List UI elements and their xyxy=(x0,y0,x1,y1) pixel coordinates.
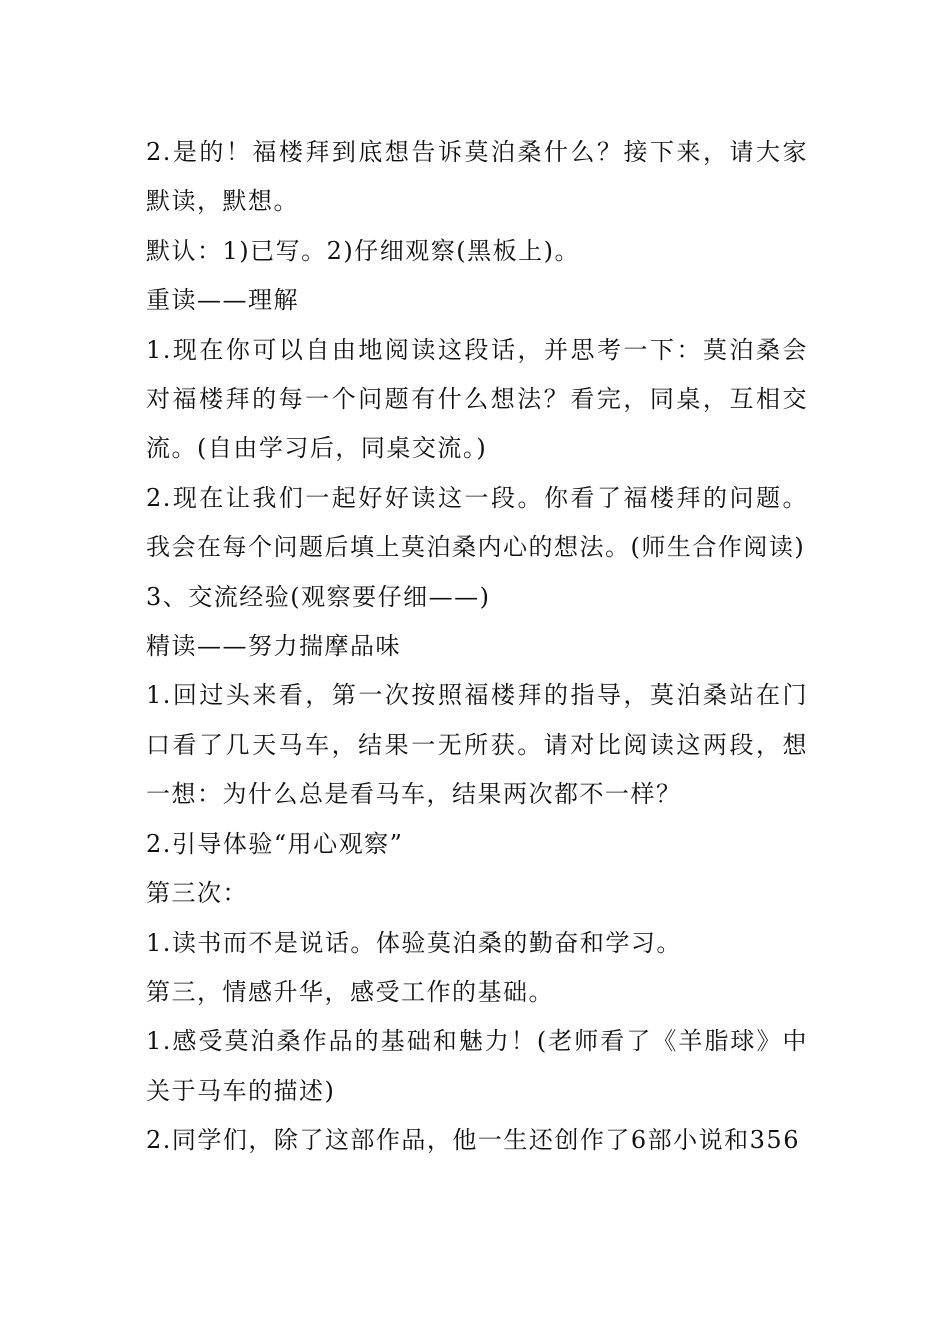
paragraph-9: 1.感受莫泊桑作品的基础和魅力！(老师看了《羊脂球》中关于马车的描述) xyxy=(146,1027,808,1105)
section-heading-reread: 重读——理解 xyxy=(146,286,299,315)
paragraph-1: 2.是的！福楼拜到底想告诉莫泊桑什么？接下来，请大家默读，默想。 xyxy=(146,138,808,216)
paragraph-8: 1.读书而不是说话。体验莫泊桑的勤奋和学习。 xyxy=(146,928,682,957)
paragraph-10: 2.同学们，除了这部作品，他一生还创作了6部小说和356 xyxy=(146,1126,800,1155)
section-heading-third-time: 第三次： xyxy=(146,879,248,908)
section-heading-emotional-sublimation: 第三，情感升华，感受工作的基础。 xyxy=(146,977,554,1006)
paragraph-4: 2.现在让我们一起好好读这一段。你看了福楼拜的问题。我会在每个问题后填上莫泊桑内心的想法。(师生合作阅读) xyxy=(146,483,808,562)
paragraph-7: 2.引导体验“用心观察” xyxy=(146,829,404,858)
paragraph-3: 1.现在你可以自由地阅读这段话，并思考一下：莫泊桑会对福楼拜的每一个问题有什么想法？看完，同桌，互相交流。(自由学习后，同桌交流。) xyxy=(146,335,808,463)
document-body xyxy=(146,128,808,1166)
paragraph-6: 1.回过头来看，第一次按照福楼拜的指导，莫泊桑站在门口看了几天马车，结果一无所获。请对比阅读这两段，想一想：为什么总是看马车，结果两次都不一样？ xyxy=(146,681,808,809)
paragraph-5: 3、交流经验(观察要仔细——) xyxy=(146,582,491,611)
paragraph-2: 默认：1)已写。2)仔细观察(黑板上)。 xyxy=(146,236,580,265)
section-heading-intensive-reading: 精读——努力揣摩品味 xyxy=(146,632,401,661)
